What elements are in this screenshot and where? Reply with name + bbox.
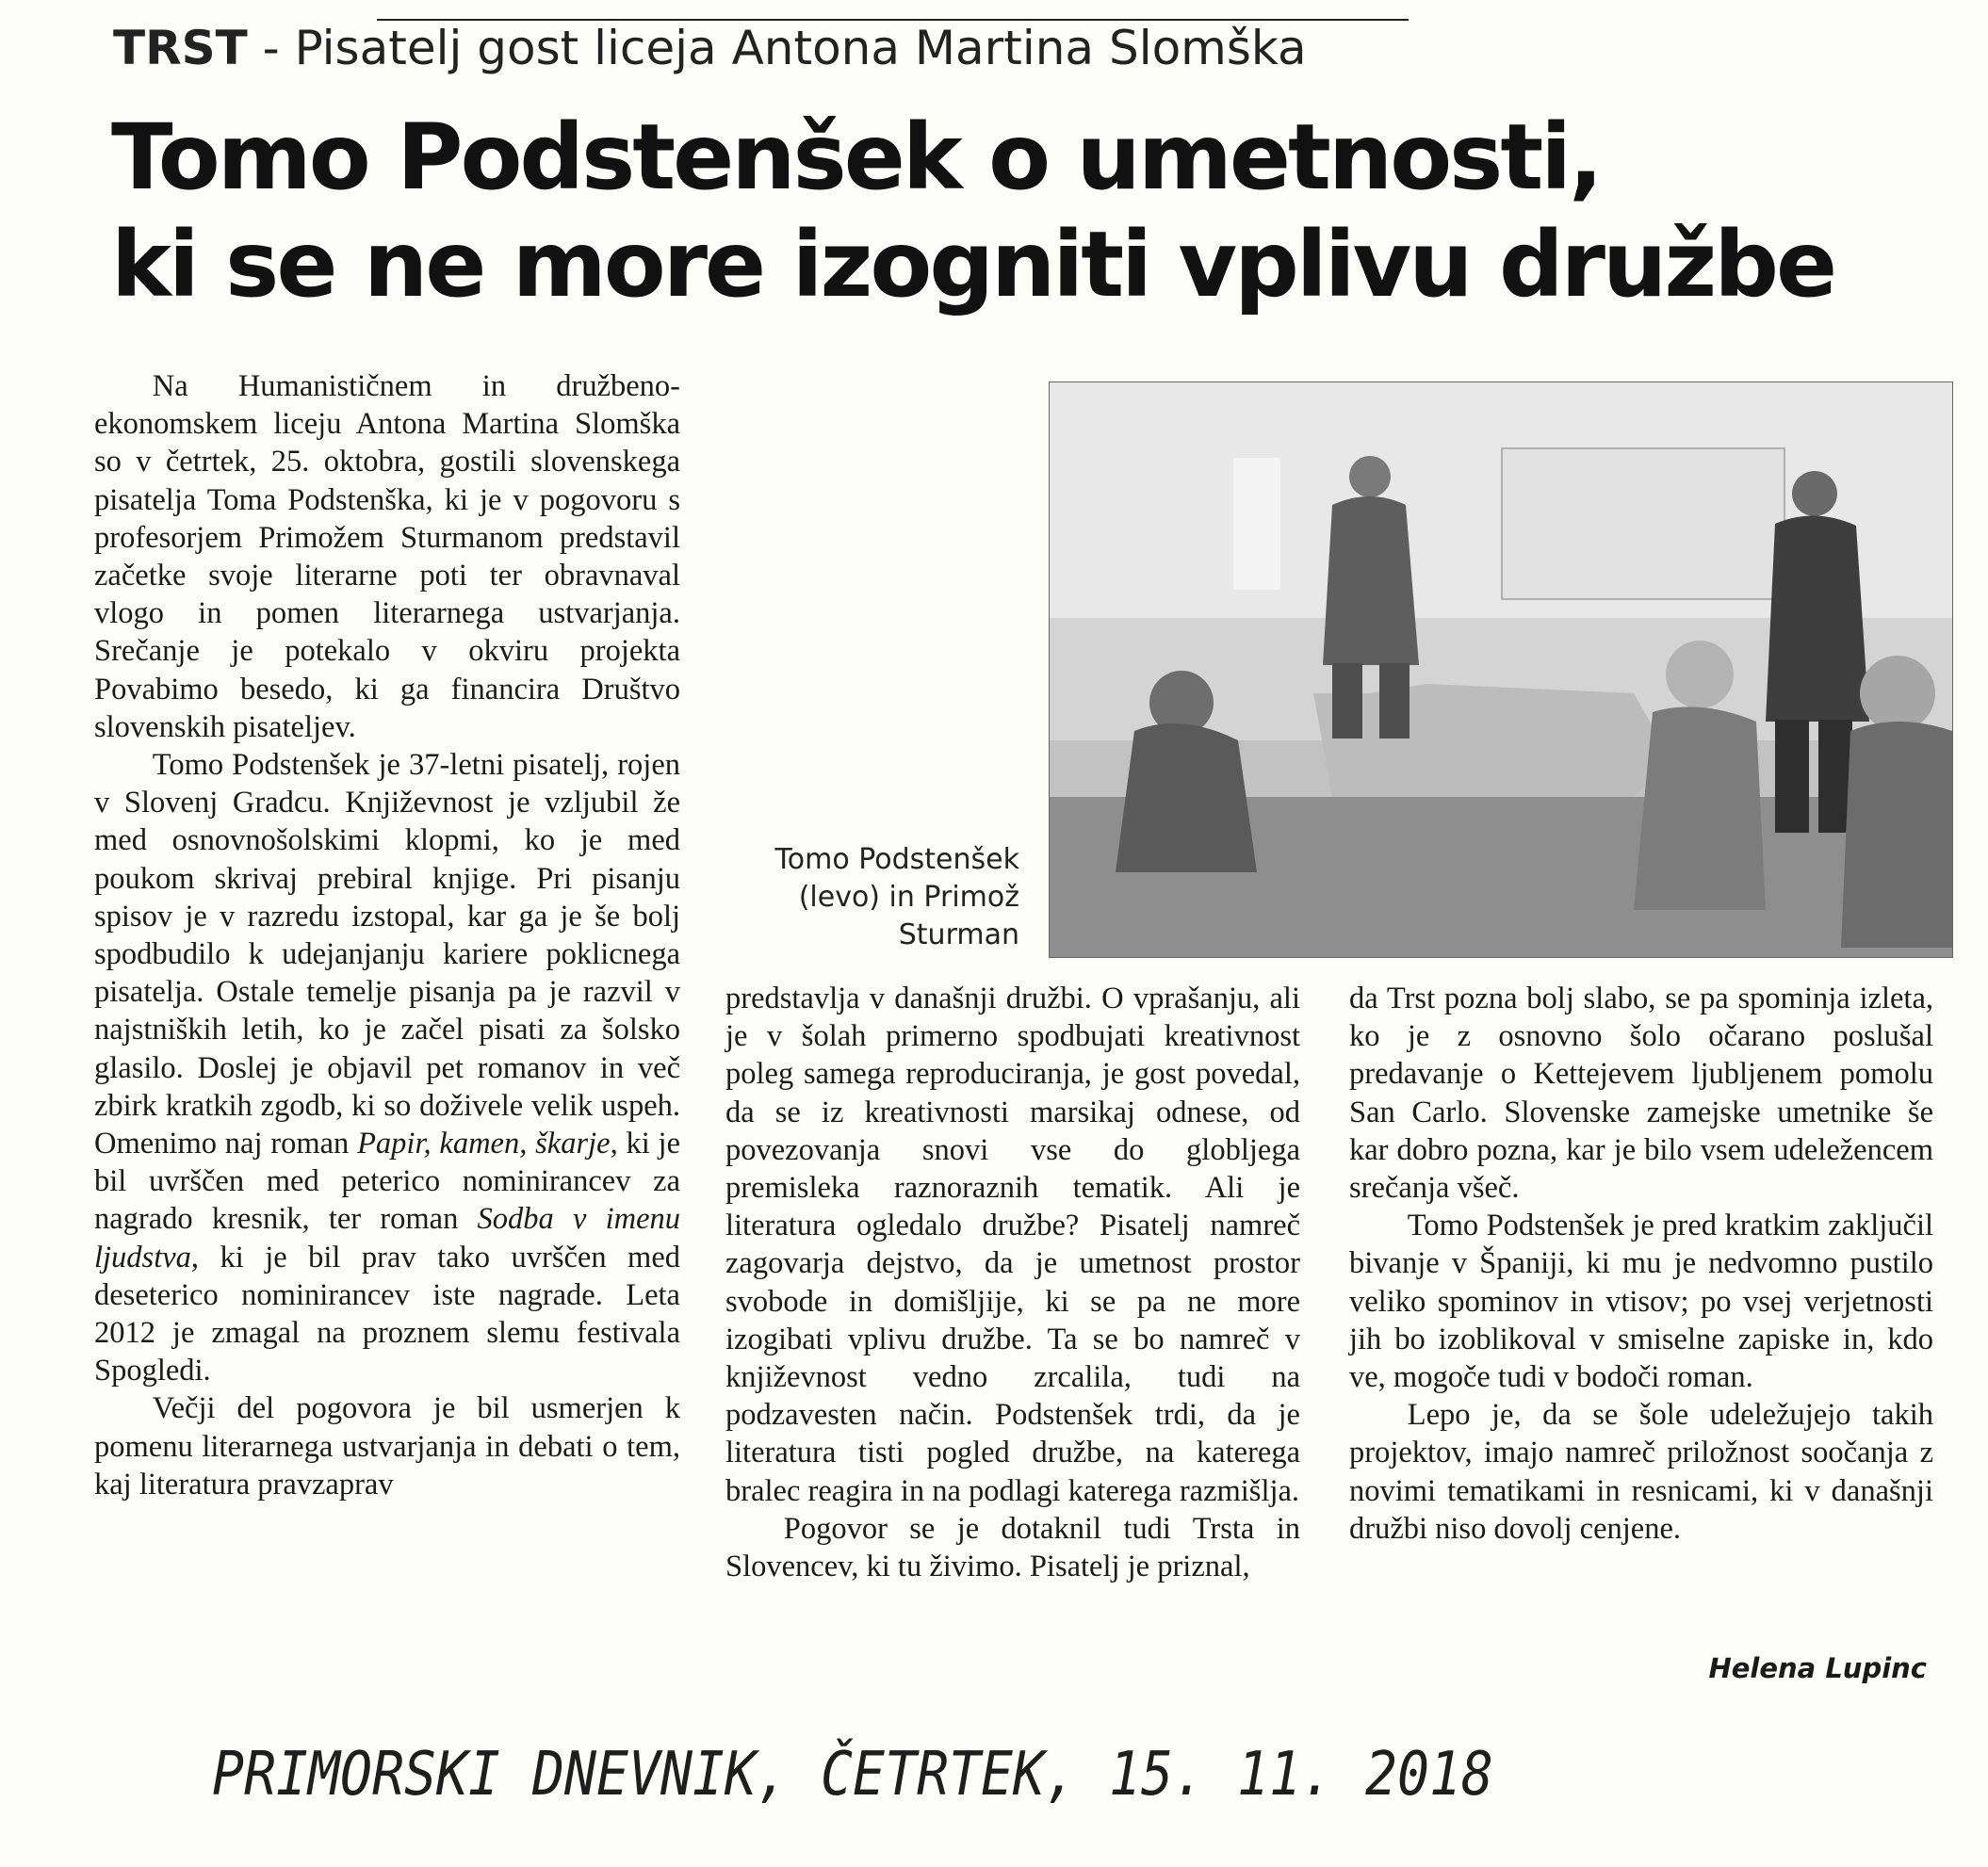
book-title: Sodba v imenu ljudstva	[94, 1202, 681, 1274]
headline	[111, 104, 1958, 318]
article-photo	[1049, 382, 1953, 958]
kicker	[113, 21, 1432, 75]
paragraph-text: Tomo Podstenšek je 37-letni pisatelj, rojen v Slovenj Gradcu. Književnost je vzljubil že med osnovnošolskimi klopmi, ko je med poukom skrivaj prebiral knjige. Pri pisanju spisov je v razredu izstopal, kar ga je še bolj spodbudilo k udejanjanju kariere poklicnega pisatelja. Ostale temelje pisanja pa je razvil v najstniških letih, ko je začel pisati za šolsko glasilo. Doslej je objavil pet romanov in več zbirk kratkih zgodb, ki so doživele velik uspeh. Omenimo naj roman	[94, 748, 680, 1161]
article-column-2	[725, 980, 1300, 1585]
paragraph-text: , ki je bil uvrščen med peterico nominirancev za nagrado kresnik, ter roman	[94, 1127, 681, 1237]
paragraph: Na Humanističnem in družbeno-ekonomskem liceju Antona Martina Slomška so v četrtek, 25. oktobra, gostili slovenskega pisatelja Toma Podstenška, ki je v pogovoru s profesorjem Primožem Sturmanom predstavil začetke svoje literarne poti ter obravnaval vlogo in pomen literarnega ustvarjanja. Srečanje je potekalo v okviru projekta Povabimo besedo, ki ga financira Društvo slovenskih pisateljev.	[94, 369, 680, 744]
photo-caption	[725, 841, 1019, 954]
paragraph: Pogovor se je dotaknil tudi Trsta in Slovencev, ki tu živimo. Pisatelj je priznal,	[725, 1511, 1300, 1584]
paragraph: Tomo Podstenšek je pred kratkim zaključil bivanje v Španiji, ki mu je nedvomno pustilo veliko spominov in vtisov; po vsej verjetnosti jih bo izoblikoval v smiselne zapiske in, kdo ve, mogoče tudi v bodoči roman.	[1349, 1209, 1933, 1395]
photo-illustration	[1050, 382, 1952, 957]
paragraph: Večji del pogovora je bil usmerjen k pomenu literarnega ustvarjanja in debati o tem, kaj literatura pravzaprav	[94, 1391, 680, 1502]
handwritten-text: PRIMORSKI DNEVNIK, ČETRTEK, 15. 11. 2018	[212, 1740, 1665, 1810]
headline-line-2: ki se ne more izogniti vplivu družbe	[111, 212, 1835, 317]
paragraph: predstavlja v današnji družbi. O vprašanju, ali je v šolah primerno spodbujati kreativnost poleg samega reproduciranja, je gost povedal, da se iz kreativnosti marsikaj odnese, od povezovanja snovi vse do globljega premisleka raznoraznih tematik. Ali je literatura ogledalo družbe? Pisatelj namreč zagovarja dejstvo, da je umetnost prostor svobode in domišljije, ki se pa ne more izogibati vplivu družbe. Ta se bo namreč v književnost vedno zrcalila, tudi na podzavesten način. Podstenšek trdi, da je literatura tisti pogled družbe, na katerega bralec reagira in na podlagi katerega razmišlja.	[725, 982, 1300, 1508]
paragraph-text: , ki je bil prav tako uvrščen med deseterico nominirancev iste nagrade. Leta 2012 je zmagal na proznem slemu festivala Spogledi.	[94, 1240, 680, 1388]
kicker-separator: -	[247, 21, 295, 75]
kicker-text: Pisatelj gost liceja Antona Martina Slomška	[294, 21, 1307, 75]
paragraph	[94, 746, 680, 1389]
kicker-place: TRST	[113, 21, 248, 75]
article-column-1	[94, 367, 680, 1503]
headline-line-1: Tomo Podstenšek o umetnosti,	[111, 105, 1601, 210]
handwritten-note	[0, 1729, 1988, 1823]
caption-line: Sturman	[898, 918, 1019, 951]
paragraph: da Trst pozna bolj slabo, se pa spominja izleta, ko je z osnovno šolo očarano poslušal predavanje o Kettejevem ljubljenem pomolu San Carlo. Slovenske zamejske umetnike še kar dobro pozna, kar je bilo vsem udeležencem srečanja všeč.	[1349, 982, 1933, 1206]
paragraph: Lepo je, da se šole udeležujejo takih projektov, imajo namreč priložnost soočanja z novimi tematikami in resnicami, ki v današnji družbi niso dovolj cenjene.	[1349, 1398, 1933, 1546]
article-column-3	[1349, 980, 1933, 1548]
book-title: Papir, kamen, škarje	[357, 1127, 611, 1161]
byline: Helena Lupinc	[1708, 1652, 1927, 1684]
caption-line: Tomo Podstenšek	[774, 843, 1019, 876]
caption-line: (levo) in Primož	[798, 881, 1019, 914]
